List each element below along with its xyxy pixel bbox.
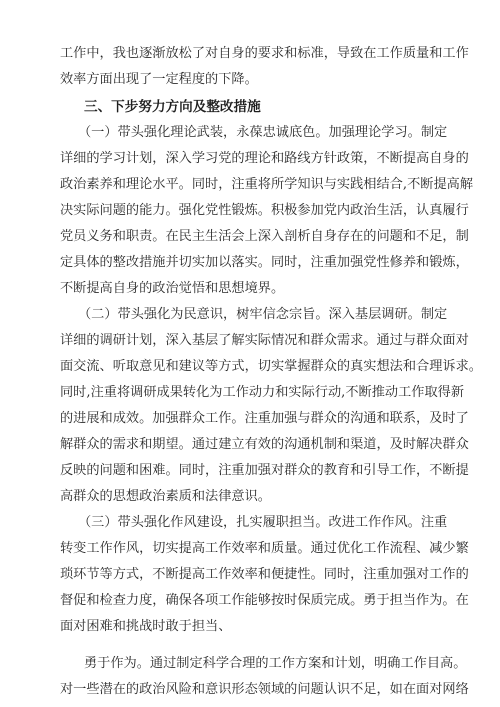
paragraph-line: 详细的学习计划，深入学习党的理论和路线方针政策，不断提高自身的	[60, 151, 469, 166]
paragraph-line: （三）带头强化作风建设，扎实履职担当。改进工作作风。注重	[78, 515, 448, 530]
paragraph-line: 党员义务和职责。在民主生活会上深入剖析自身存在的问题和不足，制	[60, 229, 469, 244]
section-heading: 三、下步努力方向及整改措施	[84, 99, 261, 115]
paragraph-line: （二）带头强化为民意识，树牢信念宗旨。深入基层调研。制定	[78, 307, 448, 322]
paragraph-line: 决实际问题的能力。强化党性锻炼。积极参加党内政治生活，认真履行	[60, 203, 469, 218]
paragraph-line: 同时,注重将调研成果转化为工作动力和实际行动,不断推动工作取得新	[60, 385, 465, 400]
paragraph-line: 督促和检查力度，确保各项工作能够按时保质完成。勇于担当作为。在	[60, 593, 469, 608]
paragraph-line: 详细的调研计划，深入基层了解实际情况和群众需求。通过与群众面对	[60, 333, 469, 348]
paragraph-line: 效率方面出现了一定程度的下降。	[60, 72, 258, 87]
paragraph-line: 不断提高自身的政治觉悟和思想境界。	[60, 281, 285, 296]
paragraph-line: 解群众的需求和期望。通过建立有效的沟通机制和渠道，及时解决群众	[60, 437, 469, 452]
paragraph-line: （一）带头强化理论武装，永葆忠诚底色。加强理论学习。制定	[78, 125, 448, 140]
paragraph-line: 工作中，我也逐渐放松了对自身的要求和标准，导致在工作质量和工作	[60, 46, 469, 61]
paragraph-line: 定具体的整改措施并切实加以落实。同时，注重加强党性修养和锻炼，	[60, 255, 469, 270]
paragraph-line: 转变工作作风，切实提高工作效率和质量。通过优化工作流程、减少繁	[60, 541, 469, 556]
paragraph-line: 勇于作为。通过制定科学合理的工作方案和计划，明确工作目高。	[84, 656, 467, 671]
paragraph-line: 面交流、听取意见和建议等方式，切实掌握群众的真实想法和合理诉求。	[60, 359, 482, 374]
paragraph-line: 对一些潜在的政治风险和意识形态领域的问题认识不足，如在面对网络	[60, 682, 469, 697]
paragraph-line: 反映的问题和困难。同时，注重加强对群众的教育和引导工作，不断提	[60, 463, 469, 478]
paragraph-line: 的进展和成效。加强群众工作。注重加强与群众的沟通和联系，及时了	[60, 411, 469, 426]
paragraph-line: 政治素养和理论水平。同时，注重将所学知识与实践相结合,不断提高解	[60, 177, 474, 192]
paragraph-line: 高群众的思想政治素质和法律意识。	[60, 489, 271, 504]
paragraph-line: 面对困难和挑战时敢于担当、	[60, 619, 232, 634]
paragraph-line: 琐环节等方式，不断提高工作效率和便捷性。同时，注重加强对工作的	[60, 567, 469, 582]
